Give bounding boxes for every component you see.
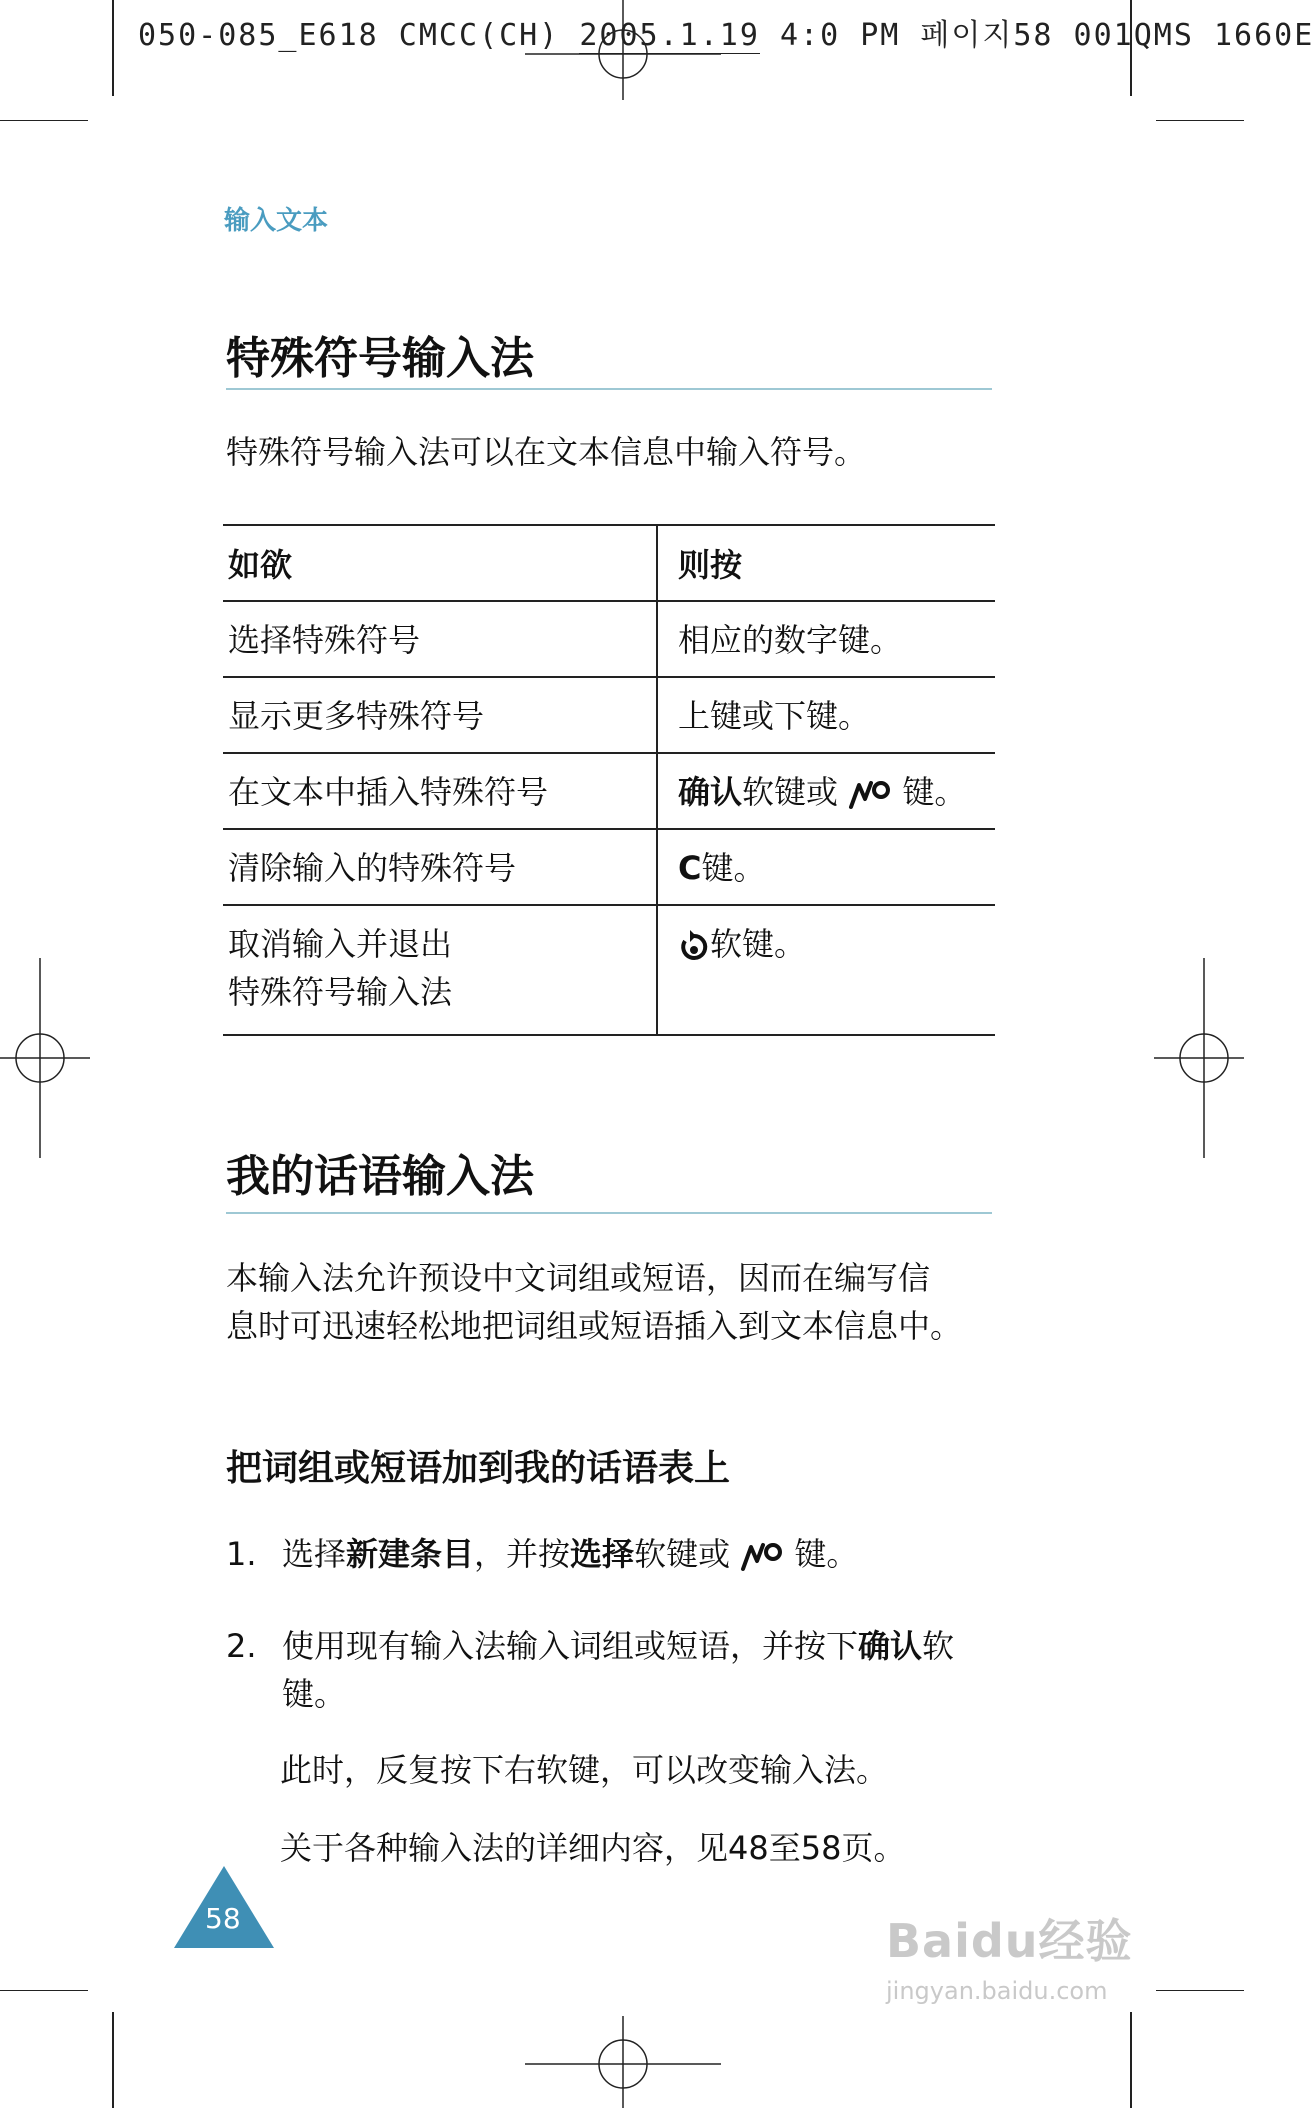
table-cell [657, 753, 995, 829]
step-note: 关于各种输入法的详细内容，见48至58页。 [280, 1829, 906, 1867]
cell-text: 软键。 [710, 925, 807, 963]
crop-mark [1156, 1990, 1244, 1991]
section-intro: 特殊符号输入法可以在文本信息中输入符号。 [226, 433, 867, 471]
softkey-label: 选择 [570, 1535, 635, 1573]
nav-key-icon [740, 1539, 784, 1573]
title-rule [226, 388, 992, 390]
cell-text: 键。 [701, 849, 766, 887]
table-row [223, 601, 995, 677]
crop-mark [112, 0, 114, 96]
subsection-title: 把词组或短语加到我的话语表上 [226, 1448, 731, 1489]
cell-line: 取消输入并退出 [228, 925, 453, 963]
back-key-icon [678, 929, 710, 963]
crop-mark [1130, 2012, 1132, 2108]
table-cell: 选择特殊符号 [223, 601, 657, 677]
table-cell: 清除输入的特殊符号 [223, 829, 657, 905]
header-text: 050-085_E618 CMCC(CH) [138, 18, 580, 53]
step-text-part: 软 [922, 1627, 955, 1665]
print-header [138, 10, 1314, 54]
table-cell: 上键或下键。 [657, 677, 995, 753]
column-header: 如欲 [223, 525, 657, 601]
nav-key-icon [848, 777, 892, 811]
softkey-label: 确认 [678, 773, 743, 811]
section-title: 我的话语输入法 [226, 1151, 534, 1202]
table-header-row [223, 525, 995, 601]
step-text-part: 使用现有输入法输入词组或短语，并按下 [282, 1627, 859, 1665]
crop-mark [1156, 120, 1244, 121]
step-note: 此时，反复按下右软键，可以改变输入法。 [280, 1751, 889, 1789]
table-cell: 在文本中插入特殊符号 [223, 753, 657, 829]
step-number: 1. [226, 1535, 257, 1573]
registration-mark-bottom [525, 2016, 721, 2108]
step-text [282, 1622, 1022, 1718]
table-cell [657, 829, 995, 905]
crop-mark [112, 2012, 114, 2108]
section-intro [226, 1254, 962, 1350]
menu-item-label: 新建条目 [346, 1535, 475, 1573]
registration-mark-left [0, 958, 90, 1158]
column-header: 则按 [657, 525, 995, 601]
title-rule [226, 1212, 992, 1214]
intro-line: 息时可迅速轻松地把词组或短语插入到文本信息中。 [226, 1307, 963, 1345]
table-cell [657, 905, 995, 1035]
watermark [886, 1905, 1133, 2005]
section-tag: 输入文本 [224, 206, 329, 236]
step-text [282, 1530, 1022, 1578]
step-text-part: 选择 [282, 1535, 347, 1573]
step-number: 2. [226, 1627, 257, 1665]
cell-line: 特殊符号输入法 [228, 973, 453, 1011]
section-title: 特殊符号输入法 [226, 333, 534, 384]
step-text-part: 键。 [794, 1535, 859, 1573]
table-row [223, 677, 995, 753]
table-row [223, 753, 995, 829]
key-table [223, 524, 995, 1036]
intro-line: 本输入法允许预设中文词组或短语，因而在编写信 [226, 1259, 931, 1297]
registration-mark-right [1154, 958, 1244, 1158]
cell-text: 键。 [902, 773, 967, 811]
watermark-url: jingyan.baidu.com [886, 1977, 1108, 2005]
crop-mark [0, 120, 88, 121]
watermark-logo: Baidu经验 [886, 1914, 1133, 1968]
table-cell: 相应的数字键。 [657, 601, 995, 677]
table-row [223, 905, 995, 1035]
table-cell: 显示更多特殊符号 [223, 677, 657, 753]
step-text-part: 键。 [282, 1675, 347, 1713]
step-text-part: ，并按 [474, 1535, 571, 1573]
c-key-label: C [678, 849, 702, 887]
header-date: 2005.1.19 [579, 18, 760, 53]
crop-mark [0, 1990, 88, 1991]
page-number: 58 [205, 1902, 241, 1935]
step-text-part: 软键或 [634, 1535, 731, 1573]
table-row [223, 829, 995, 905]
softkey-label: 确认 [858, 1627, 923, 1665]
header-text-end: 4:0 PM 페이지58 001QMS 1660E [759, 18, 1314, 53]
table-cell [223, 905, 657, 1035]
cell-text: 软键或 [742, 773, 839, 811]
